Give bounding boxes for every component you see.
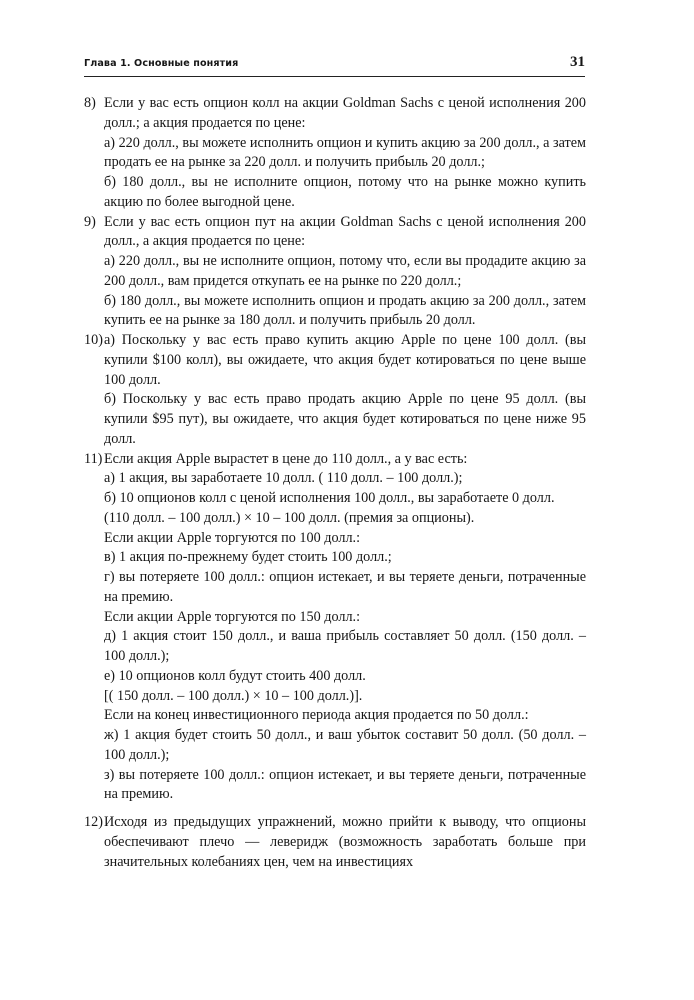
answer-paragraph: Исходя из предыдущих упражнений, можно прийти к выводу, что опционы обеспечивают плечо — леверидж (возможность заработать больше при значительных колебаниях цен, чем на инвестициях [104, 814, 586, 870]
answer-item-9 [84, 213, 586, 332]
answers-text [84, 94, 586, 872]
answer-paragraph: а) 220 долл., вы не исполните опцион, потому что, если вы продадите акцию за 200 долл., вам придется откупать ее на рынке по 220 долл.; [104, 253, 586, 289]
item-number: 9) [84, 213, 96, 230]
answer-paragraph: Если акция Apple вырастет в цене до 110 долл., а у вас есть: [104, 450, 468, 467]
answer-paragraph: г) вы потеряете 100 долл.: опцион истекает, и вы теряете деньги, потраченные на премию. [104, 569, 586, 605]
answer-paragraph: (110 долл. – 100 долл.) × 10 – 100 долл. (премия за опционы). [104, 509, 475, 526]
answer-paragraph: б) 180 долл., вы можете исполнить опцион и продать акцию за 200 долл., затем купить ее на рынке за 180 долл. и получить прибыль 20 долл. [104, 292, 586, 329]
answer-paragraph: б) 10 опционов колл с ценой исполнения 100 долл., вы заработаете 0 долл. [104, 490, 555, 506]
answer-paragraph: а) Поскольку у вас есть право купить акцию Apple по цене 100 долл. (вы купили $100 колл), вы ожидаете, что акция будет котироваться по цене выше 100 долл. [104, 332, 586, 388]
answer-paragraph: в) 1 акция по-прежнему будет стоить 100 долл.; [104, 549, 392, 566]
answer-paragraph: Если у вас есть опцион колл на акции Goldman Sachs с ценой исполнения 200 долл.; а акция продается по цене: [104, 95, 586, 131]
answer-paragraph: б) Поскольку у вас есть право продать акцию Apple по цене 95 долл. (вы купили $95 пут), вы ожидаете, что акция будет котироваться по цене ниже 95 долл. [104, 391, 586, 447]
item-number: 11) [84, 450, 103, 467]
item-number: 8) [84, 95, 96, 111]
answer-paragraph: е) 10 опционов колл будут стоить 400 долл. [104, 667, 366, 684]
answer-paragraph: а) 220 долл., вы можете исполнить опцион и купить акцию за 200 долл., а затем продать ее на рынке за 220 долл. и получить прибыль 20 долл.; [104, 134, 586, 171]
answer-paragraph: Если акции Apple торгуются по 100 долл.: [104, 529, 361, 546]
answer-paragraph: Если на конец инвестиционного периода акция продается по 50 долл.: [104, 707, 529, 724]
answer-item-11 [84, 450, 586, 806]
running-header [84, 54, 585, 77]
answer-paragraph: а) 1 акция, вы заработаете 10 долл. ( 110 долл. – 100 долл.); [104, 470, 463, 487]
answer-paragraph: б) 180 долл., вы не исполните опцион, потому что на рынке можно купить акцию по более выгодной цене. [104, 174, 586, 210]
chapter-title: Глава 1. Основные понятия [84, 58, 239, 69]
answer-item-12 [84, 813, 586, 872]
page-number: 31 [570, 54, 585, 70]
answer-item-10 [84, 331, 586, 450]
answer-paragraph: ж) 1 акция будет стоить 50 долл., и ваш убыток составит 50 долл. (50 долл. – 100 долл.); [104, 727, 586, 763]
answer-paragraph: д) 1 акция стоит 150 долл., и ваша прибыль составляет 50 долл. (150 долл. – 100 долл.); [104, 628, 586, 664]
item-number: 12) [84, 814, 103, 830]
answer-paragraph: Если акции Apple торгуются по 150 долл.: [104, 608, 361, 625]
item-number: 10) [84, 332, 103, 348]
answer-paragraph: з) вы потеряете 100 долл.: опцион истекает, и вы теряете деньги, потраченные на премию. [104, 766, 586, 803]
answer-paragraph: Если у вас есть опцион пут на акции Goldman Sachs с ценой исполнения 200 долл., а акция продается по цене: [104, 213, 586, 250]
answer-paragraph: [( 150 долл. – 100 долл.) × 10 – 100 долл.)]. [104, 687, 363, 704]
answer-item-8 [84, 94, 586, 213]
